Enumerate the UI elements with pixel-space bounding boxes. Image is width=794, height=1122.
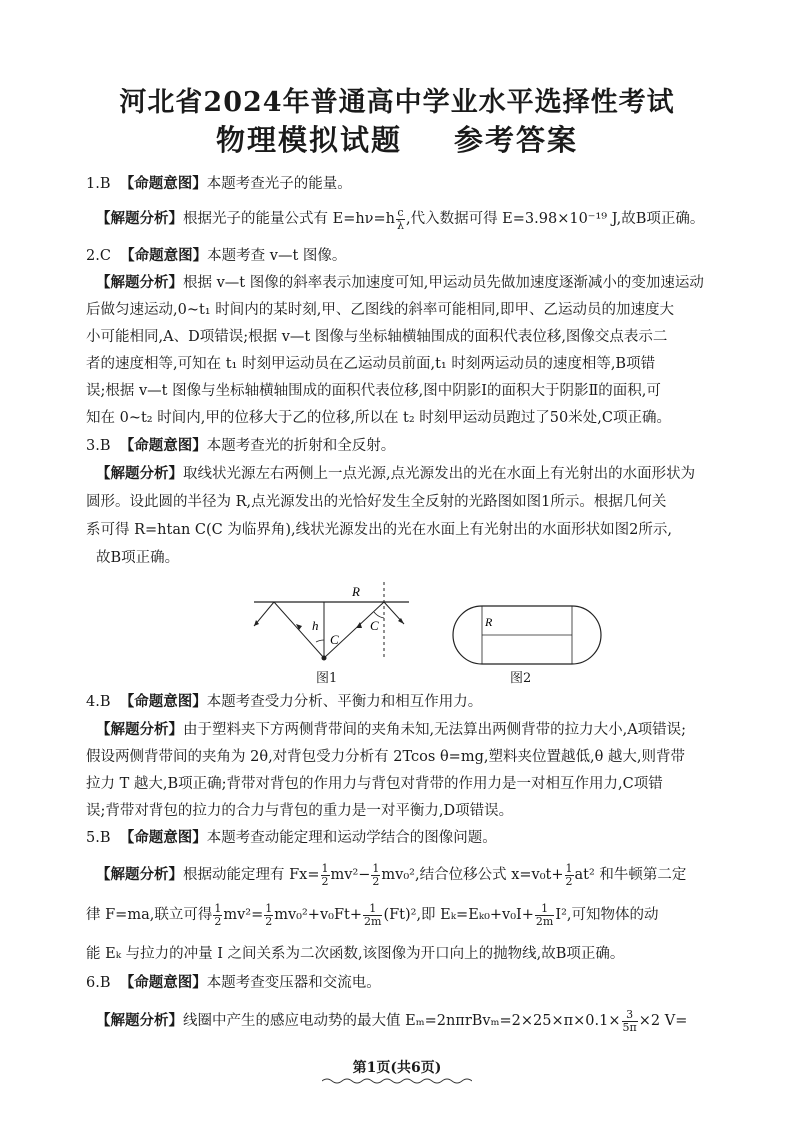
- subtitle-paper: 物理模拟试题: [215, 123, 402, 157]
- q3-analysis-line2: 圆形。设此圆的半径为 R,点光源发出的光恰好发生全反射的光路图如图1所示。根据几何关: [86, 494, 667, 510]
- q1-intent: 1.B 【命题意图】本题考查光子的能量。: [86, 175, 352, 192]
- exam-subtitle: [0, 118, 794, 159]
- page-footer: [0, 1057, 794, 1085]
- q2-analysis-line3: 小可能相同,A、D项错误;根据 v—t 图像与坐标轴横轴围成的面积代表位移,图像交点表示二: [86, 329, 668, 345]
- q2-analysis-line1: 【解题分析】根据 v—t 图像的斜率表示加速度可知,甲运动员先做加速度逐渐减小的变加速运动: [96, 274, 704, 291]
- q4-analysis-line3: 拉力 T 越大,B项正确;背带对背包的作用力与背包对背带的作用力是一对相互作用力,C项错: [86, 776, 663, 792]
- q5-analysis-line2: 律 F=ma,联立可得 $\frac{1}{2}$ mv²= $\frac{1}{2}$ mv₀²+v₀Ft+ $\frac{1}{2m}$ (Ft)²,即 Eₖ=Eₖ₀+v₀I+ $\frac{1}{2m}$ I²,可知物体的动: [86, 901, 659, 928]
- figure-1-caption: 图1: [316, 671, 338, 686]
- subtitle-answers: 参考答案: [454, 123, 579, 157]
- q2-analysis-line2: 后做匀速运动,0~t₁ 时间内的某时刻,甲、乙图线的斜率可能相同,即甲、乙运动员的加速度大: [86, 302, 674, 318]
- q3-analysis-line3: 系可得 R=htan C(C 为临界角),线状光源发出的光在水面上有光射出的水面形状如图2所示,: [86, 522, 672, 538]
- figure-2-light-region: [452, 604, 602, 666]
- angle-arc-c: [316, 640, 324, 642]
- figure-1-total-reflection: [244, 578, 424, 668]
- q2-analysis-line5: 误;根据 v—t 图像与坐标轴横轴围成的面积代表位移,图中阴影Ⅰ的面积大于阴影Ⅱ的面积,可: [86, 383, 661, 399]
- wavy-underline: [322, 1077, 472, 1085]
- page-number: 第1页(共6页): [352, 1060, 442, 1076]
- label-C2: C: [370, 618, 379, 633]
- point-source: [322, 656, 327, 661]
- q2-analysis-line6: 知在 0~t₂ 时间内,甲的位移大于乙的位移,所以在 t₂ 时刻甲运动员跑过了50米处,C项正确。: [86, 410, 671, 426]
- q5-intent: 5.B 【命题意图】本题考查动能定理和运动学结合的图像问题。: [86, 829, 497, 846]
- q3-analysis-line4: 故B项正确。: [96, 550, 180, 566]
- q6-analysis-line1: 【解题分析】线圈中产生的感应电动势的最大值 Eₘ=2nπrBvₘ=2×25×π×0.1× $\frac{3}{5\pi}$ ×2 V=: [96, 1007, 688, 1034]
- q3-intent: 3.B 【命题意图】本题考查光的折射和全反射。: [86, 437, 396, 454]
- label-R-fig2: R: [485, 615, 493, 629]
- exam-title: 河北省2024年普通高中学业水平选择性考试: [119, 87, 675, 118]
- q5-analysis-line3: 能 Eₖ 与拉力的冲量 I 之间关系为二次函数,该图像为开口向上的抛物线,故B项正确。: [86, 946, 625, 962]
- label-C1: C: [330, 632, 339, 647]
- q2-intent: 2.C 【命题意图】本题考查 v—t 图像。: [86, 247, 347, 264]
- q4-intent: 4.B 【命题意图】本题考查受力分析、平衡力和相互作用力。: [86, 693, 483, 710]
- q3-analysis-line1: 【解题分析】取线状光源左右两侧上一点光源,点光源发出的光在水面上有光射出的水面形状为: [96, 465, 696, 482]
- q6-intent: 6.B 【命题意图】本题考查变压器和交流电。: [86, 974, 381, 991]
- label-h: h: [312, 618, 319, 633]
- label-R: R: [352, 584, 360, 599]
- q4-analysis-line2: 假设两侧背带间的夹角为 2θ,对背包受力分析有 2Tcos θ=mg,塑料夹位置越低,θ 越大,则背带: [86, 749, 686, 765]
- q1-analysis: 【解题分析】根据光子的能量公式有 E=hν=h $\frac{c}{\lambda}$ ,代入数据可得 E=3.98×10⁻¹⁹ J,故B项正确。: [96, 206, 705, 232]
- figure-2-caption: 图2: [510, 671, 532, 686]
- q5-analysis-line1: 【解题分析】根据动能定理有 Fx= $\frac{1}{2}$ mv²− $\frac{1}{2}$ mv₀²,结合位移公式 x=v₀t+ $\frac{1}{2}$ at² 和牛顿第二定: [96, 861, 687, 888]
- q4-analysis-line4: 误;背带对背包的拉力的合力与背包的重力是一对平衡力,D项错误。: [86, 803, 514, 819]
- q2-analysis-line4: 者的速度相等,可知在 t₁ 时刻甲运动员在乙运动员前面,t₁ 时刻两运动员的速度相等,B项错: [86, 356, 656, 372]
- q4-analysis-line1: 【解题分析】由于塑料夹下方两侧背带间的夹角未知,无法算出两侧背带的拉力大小,A项错误;: [96, 721, 687, 738]
